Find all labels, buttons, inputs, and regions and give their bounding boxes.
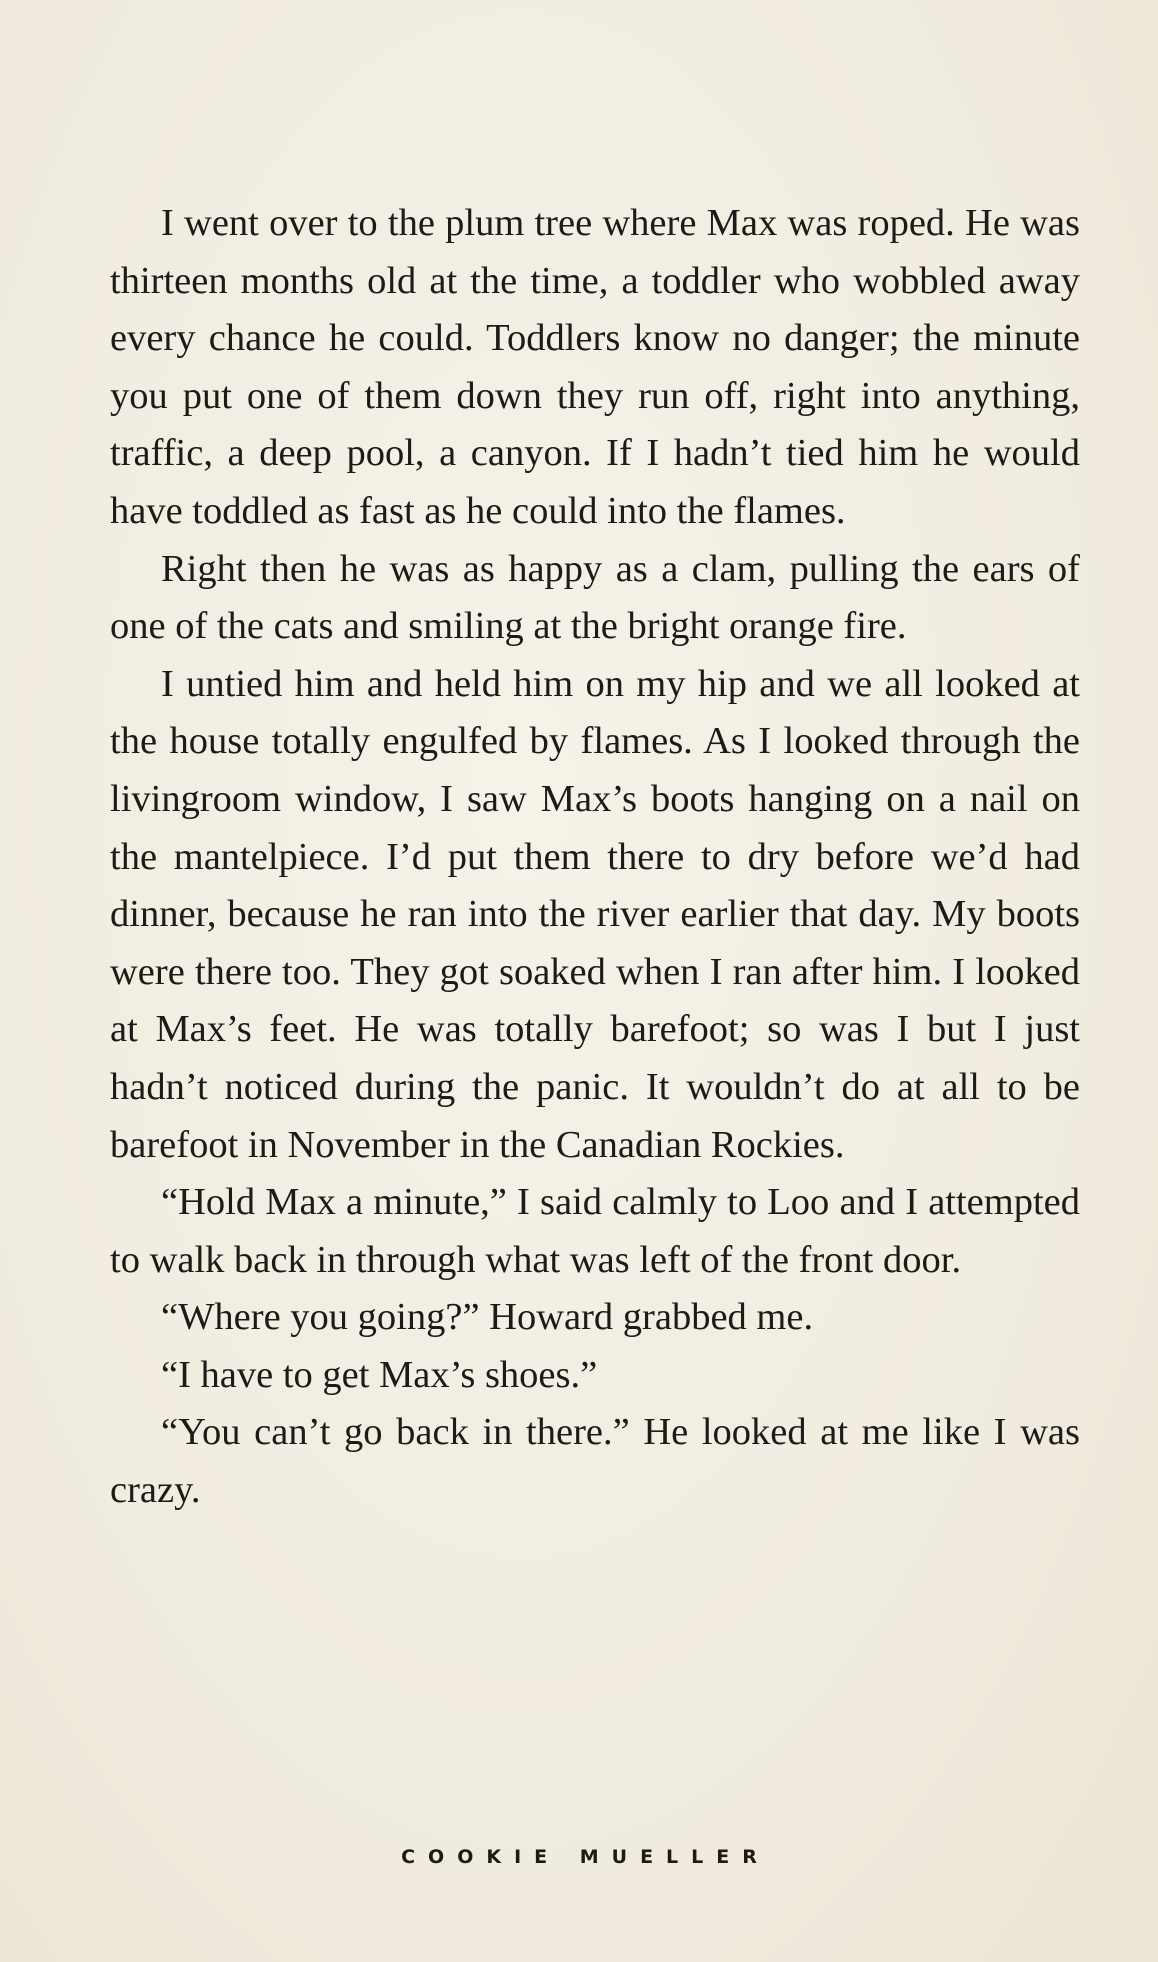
paragraph-4: “Hold Max a minute,” I said calmly to Loo and I attempted to walk back in through what was left of the front door. (110, 1181, 1080, 1281)
running-footer (0, 1846, 1158, 1868)
paragraph-5: “Where you going?” Howard grabbed me. (161, 1296, 814, 1339)
paragraph-1: I went over to the plum tree where Max was roped. He was thirteen months old at the time, a toddler who wobbled away every chance he could. Toddlers know no danger; the minute you put one of them down they run off, right into anything, traffic, a deep pool, a canyon. If I hadn’t tied him he would have toddled as fast as he could into the flames. (110, 202, 1080, 532)
paragraph-7: “You can’t go back in there.” He looked at me like I was crazy. (110, 1411, 1080, 1512)
paragraph-3: I untied him and held him on my hip and we all looked at the house totally engulfed by flames. As I looked through the livingroom window, I saw Max’s boots hanging on a nail on the mantelpiece. I’d put them there to dry before we’d had dinner, because he ran into the river earlier that day. My boots were there too. They got soaked when I ran after him. I looked at Max’s feet. He was totally barefoot; so was I but I just hadn’t noticed during the panic. It wouldn’t do at all to be barefoot in November in the Canadian Rockies. (110, 662, 1080, 1166)
body-text (110, 195, 1080, 1520)
paragraph-2: Right then he was as happy as a clam, pulling the ears of one of the cats and smiling at the bright orange fire. (110, 547, 1080, 648)
paragraph-6: “I have to get Max’s shoes.” (161, 1353, 598, 1396)
author-name: COOKIE MUELLER (401, 1846, 770, 1868)
